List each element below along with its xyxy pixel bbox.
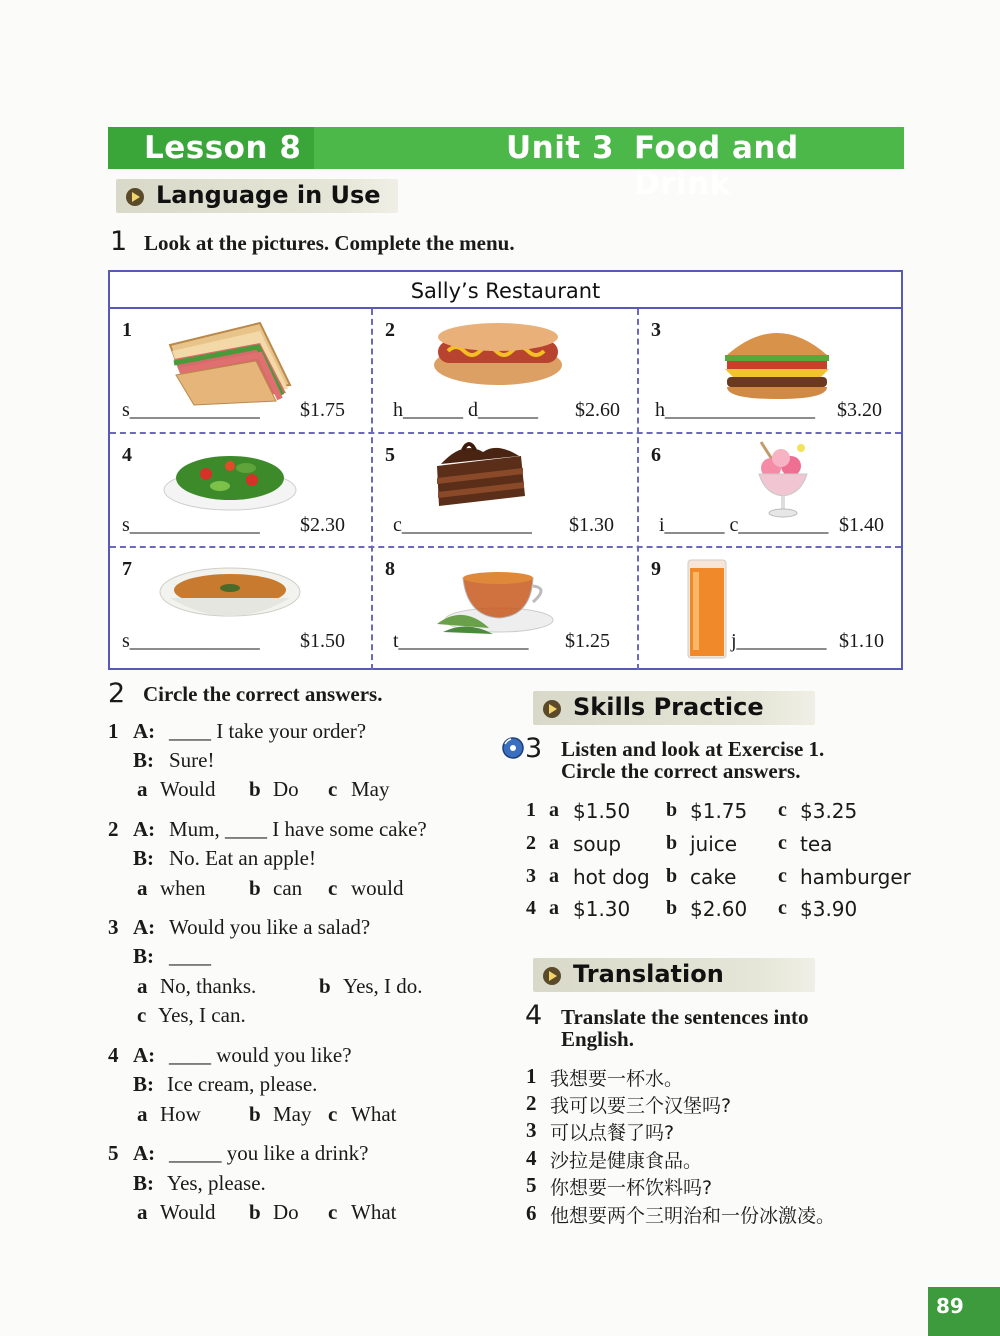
item-price: $1.50: [300, 630, 345, 652]
option-c[interactable]: What: [351, 1200, 397, 1224]
answer-blank: c_____________: [393, 514, 532, 536]
item-number: 7: [122, 558, 132, 580]
option-letter: c: [137, 1003, 147, 1027]
question-number: 1: [108, 719, 119, 743]
section-skills-practice: [533, 691, 815, 725]
chinese-sentence: 可以点餐了吗?: [550, 1122, 675, 1144]
menu-item: [373, 548, 637, 670]
option-a[interactable]: hot dog: [573, 865, 650, 889]
line-a: ____ would you like?: [169, 1043, 352, 1067]
answer-blank: j_________: [731, 630, 827, 652]
option-letter: b: [666, 832, 678, 854]
menu-item: [639, 434, 903, 546]
option-letter: c: [778, 897, 787, 919]
option-letter: c: [328, 1200, 338, 1224]
row-number: 2: [526, 832, 536, 854]
item-number: 3: [651, 319, 661, 341]
exercise-number: 2: [108, 678, 126, 709]
restaurant-menu: [108, 270, 903, 670]
speaker-b: B:: [133, 944, 154, 968]
option-a[interactable]: No, thanks.: [160, 974, 257, 998]
chinese-sentence: 沙拉是健康食品。: [550, 1150, 703, 1172]
item-number: 5: [385, 444, 395, 466]
speaker-a: A:: [133, 719, 156, 743]
option-a[interactable]: when: [160, 876, 206, 900]
section-label: Language in Use: [156, 181, 381, 209]
line-b: Sure!: [169, 748, 215, 772]
option-c[interactable]: tea: [800, 832, 833, 856]
answer-blank: t_____________: [393, 630, 529, 652]
question-number: 2: [108, 817, 119, 841]
exercise-title-line2: Circle the correct answers.: [561, 759, 801, 783]
option-letter: a: [549, 799, 559, 821]
option-b[interactable]: Do: [273, 777, 299, 801]
option-b[interactable]: $1.75: [690, 799, 748, 823]
option-letter: a: [137, 1200, 148, 1224]
answer-blank: h_______________: [655, 399, 815, 421]
option-letter: b: [249, 1102, 261, 1126]
unit-tab: [314, 127, 904, 202]
option-b[interactable]: can: [273, 876, 303, 900]
option-b[interactable]: Yes, I do.: [343, 974, 423, 998]
option-a[interactable]: $1.30: [573, 897, 631, 921]
section-label: Translation: [573, 960, 724, 988]
speaker-a: A:: [133, 1141, 156, 1165]
lesson-tab: [108, 127, 314, 169]
option-letter: b: [249, 777, 261, 801]
option-letter: a: [549, 897, 559, 919]
menu-item: [110, 434, 372, 546]
option-a[interactable]: soup: [573, 832, 622, 856]
item-number: 2: [526, 1091, 537, 1115]
line-b: No. Eat an apple!: [169, 846, 316, 870]
item-number: 1: [526, 1064, 537, 1088]
exercise-title: Circle the correct answers.: [143, 682, 383, 706]
line-a: ____ I take your order?: [169, 719, 367, 743]
speaker-a: A:: [133, 915, 156, 939]
answer-blank: s_____________: [122, 399, 260, 421]
option-letter: b: [319, 974, 331, 998]
answer-blank: h______ d______: [393, 399, 538, 421]
play-arrow-icon: [126, 188, 144, 206]
exercise-title-line1: Translate the sentences into: [561, 1005, 809, 1029]
option-letter: c: [328, 777, 338, 801]
question-number: 5: [108, 1141, 119, 1165]
line-b: Ice cream, please.: [167, 1072, 318, 1096]
page-number: 89: [928, 1287, 1000, 1336]
item-number: 2: [385, 319, 395, 341]
salad-icon: [160, 442, 300, 514]
option-c[interactable]: would: [351, 876, 404, 900]
option-letter: c: [778, 832, 787, 854]
question-number: 4: [108, 1043, 119, 1067]
item-price: $3.20: [837, 399, 882, 421]
option-letter: a: [137, 1102, 148, 1126]
option-letter: b: [666, 799, 678, 821]
item-price: $1.40: [839, 514, 884, 536]
item-number: 4: [122, 444, 132, 466]
item-price: $1.75: [300, 399, 345, 421]
ice-cream-icon: [751, 438, 815, 520]
chinese-sentence: 他想要两个三明治和一份冰激凌。: [550, 1205, 836, 1227]
option-letter: b: [249, 1200, 261, 1224]
exercise-number: 1: [110, 226, 128, 257]
section-translation: [533, 958, 815, 992]
speaker-b: B:: [133, 748, 154, 772]
option-letter: a: [137, 777, 148, 801]
option-letter: a: [549, 865, 559, 887]
menu-item: [373, 309, 637, 432]
option-c[interactable]: $3.25: [800, 799, 858, 823]
speaker-a: A:: [133, 817, 156, 841]
option-a[interactable]: Would: [160, 777, 216, 801]
speaker-b: B:: [133, 1072, 154, 1096]
row-number: 4: [526, 897, 536, 919]
menu-item: [110, 548, 372, 670]
play-arrow-icon: [543, 967, 561, 985]
answer-blank: s_____________: [122, 514, 260, 536]
answer-blank: i______ c_________: [659, 514, 829, 536]
option-letter: a: [549, 832, 559, 854]
exercise-title-line2: English.: [561, 1027, 634, 1051]
item-price: $2.60: [575, 399, 620, 421]
menu-item: [373, 434, 637, 546]
option-letter: c: [778, 865, 787, 887]
tea-icon: [433, 558, 557, 638]
hamburger-icon: [719, 321, 835, 401]
line-a: Would you like a salad?: [169, 915, 371, 939]
item-price: $1.10: [839, 630, 884, 652]
chinese-sentence: 我想要一杯水。: [550, 1068, 684, 1090]
unit-title: Food and Drink: [634, 130, 799, 202]
option-b[interactable]: juice: [690, 832, 738, 856]
option-a[interactable]: Would: [160, 1200, 216, 1224]
cake-icon: [433, 436, 529, 514]
row-number: 3: [526, 865, 536, 887]
item-price: $1.30: [569, 514, 614, 536]
line-a: _____ you like a drink?: [169, 1141, 369, 1165]
option-letter: a: [137, 876, 148, 900]
option-c[interactable]: Yes, I can.: [158, 1003, 246, 1027]
unit-label: Unit 3: [506, 130, 615, 166]
exercise-title: Look at the pictures. Complete the menu.: [144, 231, 515, 255]
line-b: Yes, please.: [167, 1171, 266, 1195]
menu-item: [110, 309, 372, 432]
juice-icon: [685, 558, 729, 662]
option-b[interactable]: Do: [273, 1200, 299, 1224]
item-number: 4: [526, 1146, 537, 1170]
chinese-sentence: 你想要一杯饮料吗?: [550, 1177, 713, 1199]
line-b: ____: [169, 944, 211, 968]
play-arrow-icon: [543, 700, 561, 718]
menu-title: Sally’s Restaurant: [110, 272, 901, 309]
option-b[interactable]: $2.60: [690, 897, 748, 921]
exercise-title-line1: Listen and look at Exercise 1.: [561, 737, 825, 761]
soup-icon: [158, 564, 302, 624]
exercise-number: 4: [525, 1000, 543, 1031]
item-number: 6: [526, 1201, 537, 1225]
menu-item: [639, 309, 903, 432]
sandwich-icon: [160, 315, 300, 407]
item-number: 3: [526, 1118, 537, 1142]
audio-cd-icon[interactable]: [501, 736, 525, 760]
exercise-number: 3: [525, 733, 543, 764]
option-b[interactable]: cake: [690, 865, 737, 889]
option-letter: b: [666, 865, 678, 887]
option-c[interactable]: What: [351, 1102, 397, 1126]
option-a[interactable]: How: [160, 1102, 201, 1126]
option-letter: c: [328, 1102, 338, 1126]
chinese-sentence: 我可以要三个汉堡吗?: [550, 1095, 732, 1117]
item-number: 9: [651, 558, 661, 580]
option-c[interactable]: $3.90: [800, 897, 858, 921]
option-letter: b: [666, 897, 678, 919]
option-letter: c: [778, 799, 787, 821]
answer-blank: s_____________: [122, 630, 260, 652]
speaker-a: A:: [133, 1043, 156, 1067]
row-number: 1: [526, 799, 536, 821]
question-number: 3: [108, 915, 119, 939]
option-b[interactable]: May: [273, 1102, 312, 1126]
item-number: 1: [122, 319, 132, 341]
option-c[interactable]: May: [351, 777, 390, 801]
speaker-b: B:: [133, 846, 154, 870]
option-letter: b: [249, 876, 261, 900]
item-price: $1.25: [565, 630, 610, 652]
item-number: 6: [651, 444, 661, 466]
item-price: $2.30: [300, 514, 345, 536]
section-label: Skills Practice: [573, 693, 764, 721]
option-letter: a: [137, 974, 148, 998]
menu-item: [639, 548, 903, 670]
lesson-title: Lesson 8: [144, 130, 302, 166]
speaker-b: B:: [133, 1171, 154, 1195]
option-letter: c: [328, 876, 338, 900]
option-c[interactable]: hamburger: [800, 865, 911, 889]
section-language-in-use: [116, 179, 398, 213]
line-a: Mum, ____ I have some cake?: [169, 817, 427, 841]
item-number: 8: [385, 558, 395, 580]
option-a[interactable]: $1.50: [573, 799, 631, 823]
item-number: 5: [526, 1173, 537, 1197]
hot-dog-icon: [428, 319, 568, 389]
